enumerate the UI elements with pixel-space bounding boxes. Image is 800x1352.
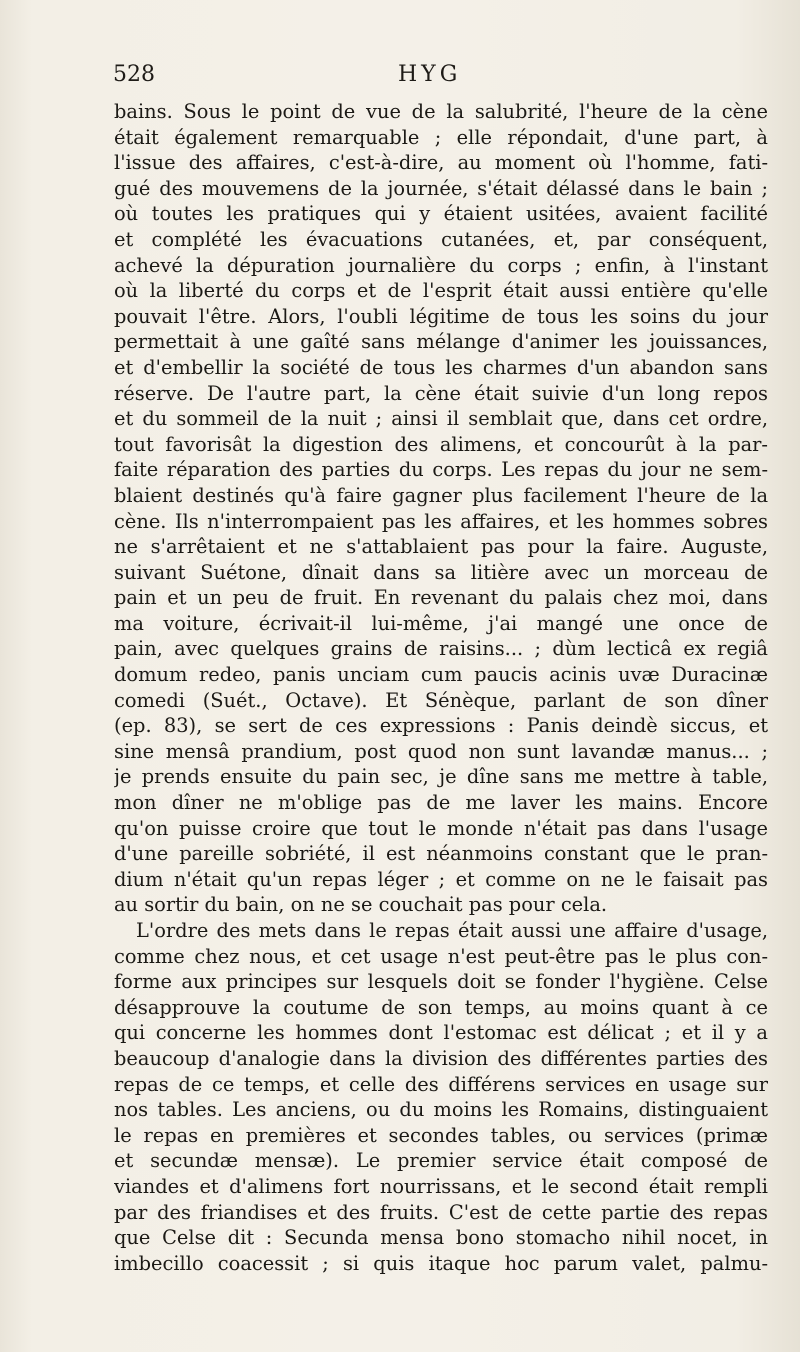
text-line: faite réparation des parties du corps. Les repas du jour ne sem- xyxy=(114,458,768,482)
text-line: pouvait l'être. Alors, l'oubli légitime de tous les soins du jour xyxy=(114,304,768,328)
body-text xyxy=(114,99,768,1276)
text-line: au sortir du bain, on ne se couchait pas pour cela. xyxy=(114,893,608,917)
text-line: dium n'était qu'un repas léger ; et comme on ne le faisait pas xyxy=(114,867,768,891)
running-head: HYG xyxy=(398,62,462,87)
text-line: ma voiture, écrivait-il lui-même, j'ai mangé une once de xyxy=(114,611,768,635)
text-line: imbecillo coacessit ; si quis itaque hoc parum valet, palmu- xyxy=(114,1251,768,1275)
text-line: était également remarquable ; elle répondait, d'une part, à xyxy=(114,125,768,149)
text-line: désapprouve la coutume de son temps, au moins quant à ce xyxy=(114,995,768,1019)
text-line: je prends ensuite du pain sec, je dîne sans me mettre à table, xyxy=(114,765,768,789)
text-line: nos tables. Les anciens, ou du moins les Romains, distinguaient xyxy=(114,1098,768,1122)
text-line: où toutes les pratiques qui y étaient usitées, avaient facilité xyxy=(114,202,768,226)
text-line: où la liberté du corps et de l'esprit était aussi entière qu'elle xyxy=(114,279,768,303)
text-line: mon dîner ne m'oblige pas de me laver les mains. Encore xyxy=(114,791,768,815)
text-line: sine mensâ prandium, post quod non sunt lavandæ manus... ; xyxy=(114,739,768,763)
text-line: repas de ce temps, et celle des différens services en usage sur xyxy=(114,1072,768,1096)
text-line: gué des mouvemens de la journée, s'était délassé dans le bain ; xyxy=(114,176,768,200)
text-line: et secundæ mensæ). Le premier service était composé de xyxy=(114,1149,768,1173)
text-line: L'ordre des mets dans le repas était aussi une affaire d'usage, xyxy=(136,919,768,942)
text-line: et complété les évacuations cutanées, et, par conséquent, xyxy=(114,227,768,251)
page-header xyxy=(113,62,765,92)
text-line: l'issue des affaires, c'est-à-dire, au moment où l'homme, fati- xyxy=(114,151,768,175)
text-line: pain, avec quelques grains de raisins... ; dùm lecticâ ex regiâ xyxy=(114,637,768,661)
page-number: 528 xyxy=(113,62,155,87)
text-line: qu'on puisse croire que tout le monde n'était pas dans l'usage xyxy=(114,816,768,840)
text-line: cène. Ils n'interrompaient pas les affaires, et les hommes sobres xyxy=(114,509,768,533)
text-line: forme aux principes sur lesquels doit se fonder l'hygiène. Celse xyxy=(114,970,768,994)
text-line: bains. Sous le point de vue de la salubrité, l'heure de la cène xyxy=(114,100,768,123)
text-line: ne s'arrêtaient et ne s'attablaient pas pour la faire. Auguste, xyxy=(114,535,768,559)
text-line: blaient destinés qu'à faire gagner plus facilement l'heure de la xyxy=(114,483,768,507)
text-line: qui concerne les hommes dont l'estomac est délicat ; et il y a xyxy=(114,1021,768,1045)
text-line: le repas en premières et secondes tables, ou services (primæ xyxy=(114,1123,768,1147)
text-line: d'une pareille sobriété, il est néanmoins constant que le pran- xyxy=(114,842,768,866)
text-line: permettait à une gaîté sans mélange d'animer les jouissances, xyxy=(114,330,768,354)
text-line: par des friandises et des fruits. C'est de cette partie des repas xyxy=(114,1200,768,1224)
text-line: viandes et d'alimens fort nourrissans, et le second était rempli xyxy=(114,1174,768,1198)
text-line: que Celse dit : Secunda mensa bono stomacho nihil nocet, in xyxy=(114,1226,768,1250)
text-line: (ep. 83), se sert de ces expressions : Panis deindè siccus, et xyxy=(114,714,768,738)
text-line: beaucoup d'analogie dans la division des différentes parties des xyxy=(114,1046,768,1070)
text-line: comme chez nous, et cet usage n'est peut-être pas le plus con- xyxy=(114,944,768,968)
text-line: tout favorisât la digestion des alimens, et concourût à la par- xyxy=(114,432,768,456)
text-line: suivant Suétone, dînait dans sa litière avec un morceau de xyxy=(114,560,768,584)
text-line: réserve. De l'autre part, la cène était suivie d'un long repos xyxy=(114,381,768,405)
text-line: domum redeo, panis unciam cum paucis acinis uvæ Duracinæ xyxy=(114,663,768,687)
text-line: comedi (Suét., Octave). Et Sénèque, parlant de son dîner xyxy=(114,688,768,712)
text-line: et d'embellir la société de tous les charmes d'un abandon sans xyxy=(114,355,768,379)
text-line: pain et un peu de fruit. En revenant du palais chez moi, dans xyxy=(114,586,768,610)
text-line: achevé la dépuration journalière du corps ; enfin, à l'instant xyxy=(114,253,768,277)
text-line: et du sommeil de la nuit ; ainsi il semblait que, dans cet ordre, xyxy=(114,407,768,431)
